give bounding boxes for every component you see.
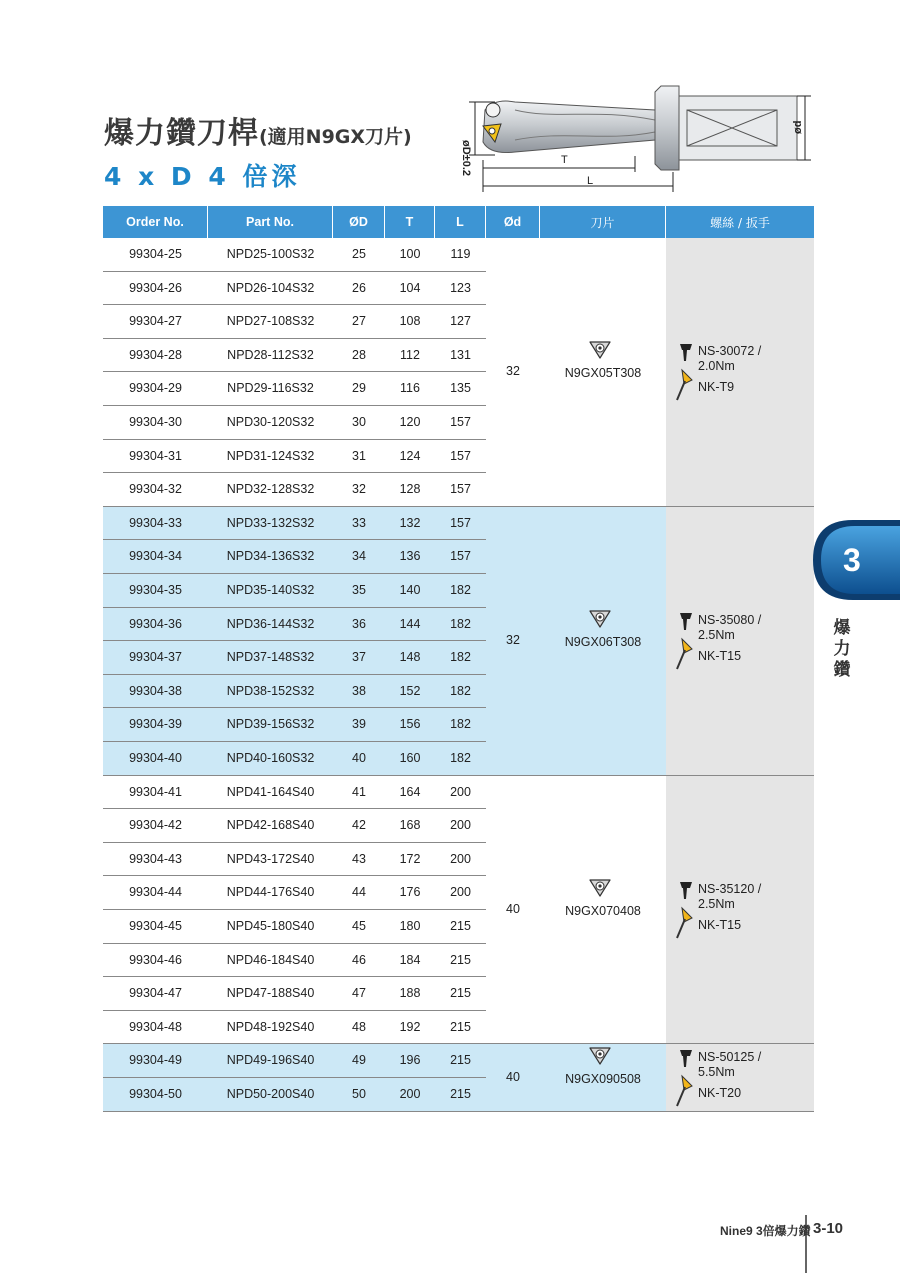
wrench-part: NK-T15 [698,917,742,932]
table-row [103,608,486,642]
cell-od: 41 [352,784,366,799]
cell-part-no: NPD46-184S40 [226,952,315,967]
insert-code: N9GX05T308 [564,366,642,381]
title-paren: (適用N9GX刀片) [259,126,412,148]
cell-t: 160 [399,750,421,765]
table-row [103,843,486,877]
cell-l: 182 [450,582,471,597]
cell-part-no: NPD31-124S32 [226,448,315,463]
cell-order-no: 99304-34 [129,549,182,564]
cell-t: 188 [399,986,421,1001]
cell-t: 116 [400,381,420,396]
cell-part-no: NPD37-148S32 [226,650,315,665]
cell-part-no: NPD27-108S32 [226,314,315,329]
cell-od: 31 [352,448,366,463]
cell-t: 168 [399,818,421,833]
drill-holder-drawing [455,80,815,200]
cell-part-no: NPD33-132S32 [226,515,315,530]
cell-l: 119 [450,247,471,261]
wrench-icon [674,637,694,671]
cell-order-no: 99304-45 [129,918,182,933]
cell-order-no: 99304-50 [129,1086,182,1101]
cell-t: 108 [399,314,421,329]
insert-icon [586,876,614,898]
cell-part-no: NPD29-116S32 [227,381,314,396]
cell-od: 30 [352,415,366,429]
wrench-part: NK-T20 [698,1085,742,1100]
cell-order-no: 99304-36 [129,616,182,631]
cell-l: 182 [450,650,471,665]
cell-part-no: NPD43-172S40 [226,851,315,866]
cell-l: 135 [450,381,471,396]
cell-l: 157 [450,448,471,463]
cell-t: 148 [399,650,421,665]
wrench-icon [674,368,694,402]
cell-order-no: 99304-48 [129,1019,182,1034]
cell-l: 182 [450,750,471,765]
shank-diameter: 40 [506,901,520,916]
cell-part-no: NPD44-176S40 [226,885,315,900]
header-od: ØD [333,206,384,238]
cell-order-no: 99304-40 [129,750,182,765]
cell-od: 43 [352,851,366,866]
page-number: 3-10 [813,1220,844,1237]
cell-od: 50 [352,1086,366,1101]
screw-part: NS-50125 / [698,1049,762,1064]
cell-l: 215 [450,1019,471,1034]
cell-t: 164 [399,784,421,799]
cell-part-no: NPD40-160S32 [226,750,315,765]
table-row [103,742,486,776]
wrench-icon [674,1074,694,1108]
cell-part-no: NPD38-152S32 [226,683,315,698]
table-row [103,1078,486,1112]
cell-l: 157 [450,482,471,497]
cell-t: 176 [399,885,421,900]
table-row [103,574,486,608]
cell-t: 104 [399,280,421,295]
cell-t: 180 [399,918,421,933]
cell-part-no: NPD28-112S32 [227,347,314,362]
cell-od: 47 [352,986,366,1001]
screw-torque: 2.0Nm [698,359,735,374]
table-row [103,238,486,272]
page-title [104,108,412,152]
cell-part-no: NPD26-104S32 [226,280,315,295]
cell-order-no: 99304-39 [129,717,182,732]
cell-l: 127 [450,314,471,329]
cell-t: 172 [399,851,421,866]
cell-t: 156 [399,717,421,732]
header-order-no: Order No. [103,206,207,238]
cell-t: 200 [399,1086,421,1101]
table-row [103,406,486,440]
cell-part-no: NPD50-200S40 [226,1086,315,1101]
cell-l: 131 [450,347,471,362]
cell-l: 182 [450,616,471,631]
cell-l: 182 [450,717,471,732]
insert-icon [586,1044,614,1066]
cell-l: 215 [450,1086,471,1101]
cell-od: 28 [352,347,366,362]
cell-od: 40 [352,750,366,765]
cell-order-no: 99304-47 [129,986,182,1001]
row-group [103,507,814,776]
table-row [103,540,486,574]
cell-t: 184 [399,952,421,967]
cell-t: 196 [399,1053,421,1068]
cell-t: 132 [399,515,421,530]
cell-od: 42 [352,818,366,833]
table-row [103,944,486,978]
cell-t: 120 [399,415,421,429]
wrench-part: NK-T15 [698,649,742,664]
insert-code: N9GX090508 [565,1071,641,1086]
screw-icon [678,880,694,900]
cell-part-no: NPD42-168S40 [226,818,315,833]
header-part-no: Part No. [208,206,332,238]
cell-part-no: NPD36-144S32 [226,616,315,631]
title-main: 爆力鑽刀桿 [104,116,259,151]
header-shank-d: Ød [486,206,539,238]
shank-diameter: 40 [506,1069,520,1084]
cell-order-no: 99304-26 [129,280,182,295]
cell-t: 192 [399,1019,421,1034]
cell-part-no: NPD25-100S32 [226,247,315,261]
chapter-number: 3 [843,542,861,578]
insert-code: N9GX070408 [565,903,641,918]
cell-od: 33 [352,515,366,530]
cell-order-no: 99304-28 [129,347,182,362]
screw-torque: 2.5Nm [698,896,735,911]
cell-order-no: 99304-27 [129,314,182,329]
insert-icon [586,607,614,629]
cell-od: 32 [352,482,366,497]
cell-l: 215 [450,918,471,933]
cell-od: 25 [352,247,366,261]
table-row [103,339,486,373]
cell-part-no: NPD47-188S40 [226,986,315,1001]
shank-label: ød [792,120,804,134]
table-row [103,473,486,507]
cell-order-no: 99304-42 [129,818,182,833]
cell-part-no: NPD49-196S40 [226,1053,315,1068]
cell-part-no: NPD41-164S40 [226,784,315,799]
table-row [103,305,486,339]
cell-od: 46 [352,952,366,967]
cell-od: 27 [352,314,366,329]
cell-t: 136 [399,549,421,564]
table-row [103,876,486,910]
cell-order-no: 99304-43 [129,851,182,866]
cell-part-no: NPD48-192S40 [226,1019,315,1034]
cell-order-no: 99304-25 [129,247,182,261]
table-row [103,1044,486,1078]
cell-t: 124 [399,448,421,463]
cell-order-no: 99304-41 [129,784,182,799]
footer [720,1220,844,1239]
cell-order-no: 99304-38 [129,683,182,698]
cell-order-no: 99304-30 [129,415,182,429]
header-screw-key: 螺絲 / 扳手 [666,206,814,238]
cell-t: 128 [399,482,421,497]
table-row [103,272,486,306]
table-row [103,641,486,675]
insert-icon [586,338,614,360]
cell-order-no: 99304-31 [129,448,182,463]
cell-order-no: 99304-44 [129,885,182,900]
cell-od: 48 [352,1019,366,1034]
cell-order-no: 99304-29 [129,381,182,396]
cell-od: 35 [352,582,366,597]
table-row [103,977,486,1011]
cell-t: 140 [399,582,421,597]
cell-od: 34 [352,549,366,564]
screw-icon [678,1048,694,1068]
cell-part-no: NPD39-156S32 [226,717,315,732]
row-group [103,1044,814,1111]
group-divider [103,1111,814,1112]
row-group [103,238,814,507]
wrench-part: NK-T9 [698,380,735,395]
header-insert: 刀片 [540,206,665,238]
cell-l: 157 [450,515,471,530]
cell-l: 200 [450,818,471,833]
cell-part-no: NPD34-136S32 [226,549,315,564]
cell-l: 200 [450,784,471,799]
header-t: T [385,206,434,238]
screw-part: NS-30072 / [698,344,762,359]
cell-od: 39 [352,717,366,732]
cell-order-no: 99304-37 [129,650,182,665]
cell-order-no: 99304-32 [129,482,182,497]
table-row [103,372,486,406]
cell-l: 200 [450,851,471,866]
table-row [103,708,486,742]
cell-l: 157 [450,549,471,564]
chapter-tab [813,520,900,600]
cell-od: 36 [352,616,366,631]
cell-l: 215 [450,1053,471,1068]
dia-label: øD±0.2 [460,140,472,176]
screw-torque: 2.5Nm [698,628,735,643]
cell-od: 29 [352,381,366,396]
cell-l: 215 [450,952,471,967]
table-row [103,1011,486,1045]
shank-diameter: 32 [506,364,520,379]
cell-part-no: NPD35-140S32 [226,582,315,597]
row-group [103,776,814,1045]
cell-order-no: 99304-33 [129,515,182,530]
l-label: L [587,175,594,187]
insert-code: N9GX06T308 [564,635,642,650]
cell-part-no: NPD45-180S40 [226,918,315,933]
page-subtitle: 4 x D 4 倍深 [104,162,301,191]
header-l: L [435,206,485,238]
cell-od: 44 [352,885,366,900]
cell-part-no: NPD30-120S32 [226,415,315,429]
cell-t: 112 [400,347,420,362]
table-row [103,675,486,709]
cell-l: 182 [450,683,471,698]
cell-order-no: 99304-49 [129,1053,182,1068]
table-row [103,809,486,843]
cell-t: 100 [399,247,421,261]
table-row [103,910,486,944]
table-row [103,776,486,810]
screw-part: NS-35120 / [698,881,762,896]
footer-text: Nine9 3倍爆力鑽 [720,1224,811,1238]
cell-l: 200 [450,885,471,900]
shank-diameter: 32 [506,633,520,648]
screw-icon [678,342,694,362]
cell-od: 37 [352,650,366,665]
cell-order-no: 99304-46 [129,952,182,967]
table-row [103,440,486,474]
cell-l: 215 [450,986,471,1001]
cell-od: 26 [352,280,366,295]
cell-l: 123 [450,280,471,295]
table-row [103,507,486,541]
cell-order-no: 99304-35 [129,582,182,597]
screw-part: NS-35080 / [698,613,762,628]
cell-od: 45 [352,918,366,933]
cell-part-no: NPD32-128S32 [226,482,315,497]
cell-t: 152 [399,683,421,698]
wrench-icon [674,906,694,940]
cell-od: 49 [352,1053,366,1068]
screw-torque: 5.5Nm [698,1064,735,1079]
chapter-label: 爆力鑽 [833,618,851,680]
cell-l: 157 [450,415,471,429]
cell-t: 144 [399,616,421,631]
t-label: T [561,154,568,166]
cell-od: 38 [352,683,366,698]
screw-icon [678,611,694,631]
